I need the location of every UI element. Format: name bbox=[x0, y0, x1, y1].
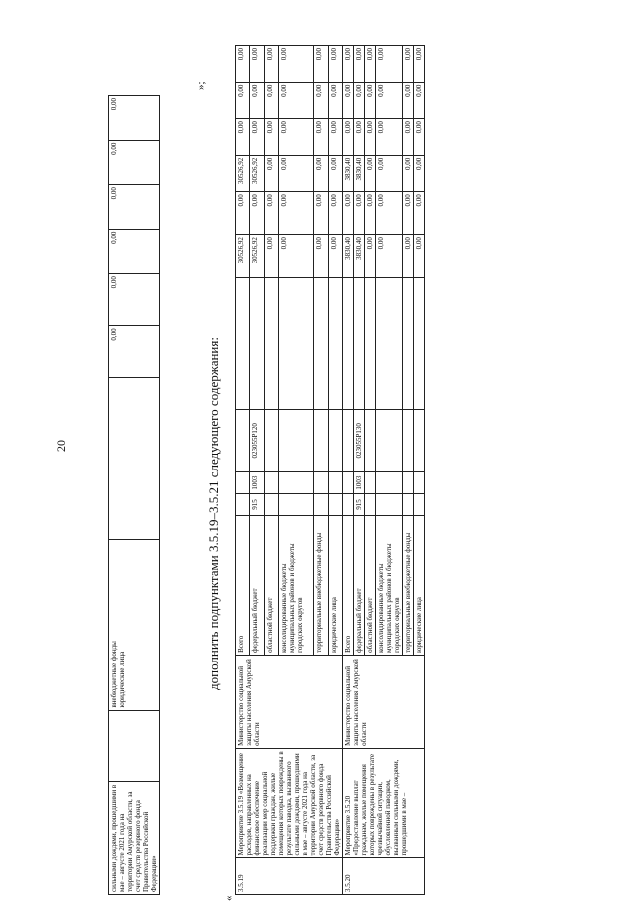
rzpr-code: 1003 bbox=[250, 472, 264, 494]
table-row bbox=[236, 46, 250, 895]
value-cell: 0,00 bbox=[264, 235, 278, 278]
value-cell: 3830,40 bbox=[343, 155, 354, 192]
code-cell bbox=[365, 472, 376, 494]
code-cell bbox=[264, 494, 278, 516]
value-cell: 0,00 bbox=[365, 119, 376, 156]
code-cell bbox=[314, 410, 328, 472]
code-cell bbox=[365, 410, 376, 472]
code-cell bbox=[328, 472, 342, 494]
value-cell: 0,00 bbox=[264, 46, 278, 83]
funding-source: юридические лица bbox=[328, 515, 342, 655]
main-table bbox=[235, 45, 425, 895]
value-cell: 30526,92 bbox=[250, 235, 264, 278]
value-cell: 0,00 bbox=[328, 155, 342, 192]
value-cell: 0,00 bbox=[314, 192, 328, 235]
value-cell: 0,00 bbox=[414, 235, 425, 278]
value-cell: 0,00 bbox=[376, 192, 403, 235]
value-cell: 0,00 bbox=[376, 235, 403, 278]
spacer-cell bbox=[376, 277, 403, 410]
spacer-cell bbox=[403, 277, 414, 410]
rzpr-code: 1003 bbox=[354, 472, 365, 494]
funding-source: консолидированные бюджеты муниципальных районов и бюджеты городских округов bbox=[376, 515, 403, 655]
value-cell: 0,00 bbox=[403, 46, 414, 83]
value-cell: 0,00 bbox=[403, 82, 414, 119]
value-cell: 0,00 bbox=[376, 82, 403, 119]
funding-source: федеральный бюджет bbox=[354, 515, 365, 655]
code-cell bbox=[236, 472, 250, 494]
value-cell: 0,00 bbox=[279, 82, 314, 119]
funding-source: территориальные внебюджетные фонды bbox=[314, 515, 328, 655]
code-cell bbox=[236, 410, 250, 472]
value-cell: 0,00 bbox=[414, 192, 425, 235]
value-cell: 0,00 bbox=[414, 119, 425, 156]
funding-source: областной бюджет bbox=[365, 515, 376, 655]
value-cell: 0,00 bbox=[376, 155, 403, 192]
value-cell: 0,00 bbox=[279, 119, 314, 156]
value-cell: 0,00 bbox=[343, 119, 354, 156]
value-cell: 0,00 bbox=[403, 235, 414, 278]
closing-quote: »; bbox=[195, 81, 207, 90]
value-cell: 0,00 bbox=[328, 192, 342, 235]
value-cell: 0,00 bbox=[314, 46, 328, 83]
opening-quote: « bbox=[223, 895, 235, 901]
value-cell: 0,00 bbox=[343, 192, 354, 235]
code-cell bbox=[328, 410, 342, 472]
csr-code: 023055P130 bbox=[354, 410, 365, 472]
code-cell bbox=[264, 410, 278, 472]
code-cell bbox=[343, 494, 354, 516]
value-cell: 0,00 bbox=[365, 235, 376, 278]
value-cell: 3830,40 bbox=[354, 235, 365, 278]
spacer-cell bbox=[250, 277, 264, 410]
code-cell bbox=[403, 472, 414, 494]
value-cell: 0,00 bbox=[354, 46, 365, 83]
grbs-code: 915 bbox=[250, 494, 264, 516]
value-cell: 0,00 bbox=[365, 155, 376, 192]
executor: Министерство социальной защиты населения Амурской области bbox=[343, 655, 425, 748]
spacer-cell bbox=[279, 277, 314, 410]
value-cell: 30526,92 bbox=[250, 155, 264, 192]
value-cell: 0,00 bbox=[365, 46, 376, 83]
value-cell: 0,00 bbox=[403, 192, 414, 235]
value-cell: 0,00 bbox=[354, 82, 365, 119]
value-cell: 0,00 bbox=[403, 119, 414, 156]
funding-source: федеральный бюджет bbox=[250, 515, 264, 655]
funding-source: областной бюджет bbox=[264, 515, 278, 655]
value-cell: 0,00 bbox=[279, 192, 314, 235]
value-cell: 0,00 bbox=[376, 119, 403, 156]
funding-source: консолидированные бюджеты муниципальных районов и бюджеты городских округов bbox=[279, 515, 314, 655]
code-cell bbox=[403, 494, 414, 516]
top-fragment-table: сильными дождями, прошедшими в мае – августе 2021 года на территории Амурской области, за счет средств резервного фонда Правительства Российской Федерации» внебюджетные фонды юридические лица 0,00 0,00 0,00 0,00 0,00 0,00 bbox=[108, 95, 160, 895]
funding-source: юридические лица bbox=[414, 515, 425, 655]
code-cell bbox=[376, 410, 403, 472]
value-cell: 0,00 bbox=[328, 82, 342, 119]
value-cell: 0,00 bbox=[328, 46, 342, 83]
code-cell bbox=[376, 472, 403, 494]
value-cell: 0,00 bbox=[414, 155, 425, 192]
spacer-cell bbox=[264, 277, 278, 410]
fragment-measure-text: сильными дождями, прошедшими в мае – августе 2021 года на территории Амурской области, за счет средств резервного фонда Правительства Российской Федерации» bbox=[109, 781, 160, 894]
code-cell bbox=[365, 494, 376, 516]
value-cell: 3830,40 bbox=[343, 235, 354, 278]
funding-source: Всего bbox=[343, 515, 354, 655]
value-cell: 0,00 bbox=[279, 155, 314, 192]
value-cell: 0,00 bbox=[264, 155, 278, 192]
value-cell: 0,00 bbox=[354, 119, 365, 156]
code-cell bbox=[414, 494, 425, 516]
value-cell: 0,00 bbox=[250, 82, 264, 119]
code-cell bbox=[314, 494, 328, 516]
value-cell: 0,00 bbox=[365, 82, 376, 119]
value-cell: 0,00 bbox=[264, 119, 278, 156]
value-cell: 0,00 bbox=[314, 155, 328, 192]
value-cell: 0,00 bbox=[264, 82, 278, 119]
code-cell bbox=[376, 494, 403, 516]
value-cell: 0,00 bbox=[236, 82, 250, 119]
value-cell: 0,00 bbox=[328, 235, 342, 278]
code-cell bbox=[343, 472, 354, 494]
value-cell: 0,00 bbox=[314, 235, 328, 278]
code-cell bbox=[279, 472, 314, 494]
code-cell bbox=[314, 472, 328, 494]
value-cell: 0,00 bbox=[376, 46, 403, 83]
value-cell: 0,00 bbox=[403, 155, 414, 192]
value-cell: 0,00 bbox=[264, 192, 278, 235]
spacer-cell bbox=[314, 277, 328, 410]
value-cell: 0,00 bbox=[236, 119, 250, 156]
table-row bbox=[343, 46, 354, 895]
value-cell: 0,00 bbox=[250, 46, 264, 83]
grbs-code: 915 bbox=[354, 494, 365, 516]
value-cell: 0,00 bbox=[236, 192, 250, 235]
value-cell: 0,00 bbox=[279, 46, 314, 83]
code-cell bbox=[403, 410, 414, 472]
code-cell bbox=[279, 494, 314, 516]
value-cell: 0,00 bbox=[328, 119, 342, 156]
spacer-cell bbox=[328, 277, 342, 410]
code-cell bbox=[328, 494, 342, 516]
value-cell: 0,00 bbox=[236, 46, 250, 83]
funding-source: территориальные внебюджетные фонды bbox=[403, 515, 414, 655]
value-cell: 3830,40 bbox=[354, 155, 365, 192]
code-cell bbox=[279, 410, 314, 472]
section-heading: дополнить подпунктами 3.5.19–3.5.21 следующего содержания: bbox=[206, 337, 221, 690]
code-cell bbox=[414, 472, 425, 494]
value-cell: 0,00 bbox=[250, 192, 264, 235]
spacer-cell bbox=[414, 277, 425, 410]
value-cell: 30526,92 bbox=[236, 235, 250, 278]
value-cell: 0,00 bbox=[343, 46, 354, 83]
value-cell: 0,00 bbox=[414, 82, 425, 119]
code-cell bbox=[414, 410, 425, 472]
spacer-cell bbox=[354, 277, 365, 410]
spacer-cell bbox=[343, 277, 354, 410]
funding-source: Всего bbox=[236, 515, 250, 655]
fragment-sources: внебюджетные фонды юридические лица bbox=[109, 540, 160, 710]
value-cell: 0,00 bbox=[365, 192, 376, 235]
code-cell bbox=[236, 494, 250, 516]
value-cell: 0,00 bbox=[314, 119, 328, 156]
csr-code: 023055P120 bbox=[250, 410, 264, 472]
value-cell: 0,00 bbox=[314, 82, 328, 119]
value-cell: 0,00 bbox=[250, 119, 264, 156]
value-cell: 0,00 bbox=[414, 46, 425, 83]
page-number: 20 bbox=[54, 440, 68, 452]
row-number: 3.5.20 bbox=[343, 858, 425, 895]
spacer-cell bbox=[365, 277, 376, 410]
executor: Министерство социальной защиты населения Амурской области bbox=[236, 655, 343, 748]
value-cell: 0,00 bbox=[279, 235, 314, 278]
value-cell: 30526,92 bbox=[236, 155, 250, 192]
value-cell: 0,00 bbox=[354, 192, 365, 235]
value-cell: 0,00 bbox=[343, 82, 354, 119]
code-cell bbox=[264, 472, 278, 494]
spacer-cell bbox=[236, 277, 250, 410]
code-cell bbox=[343, 410, 354, 472]
measure-name: Мероприятие 3.5.19 «Возмещение расходов, направленных на финансовое обеспечение реализации мер социальной поддержки граждан, жилые помещения которых повреждены в результате паводка, вызванного сильными дождями, прошедшими в мае – августе 2021 года на территории Амурской области, за счет средств резервного фонда Правительства Российской Федерации» bbox=[236, 748, 343, 858]
row-number: 3.5.19 bbox=[236, 858, 343, 895]
measure-name: Мероприятие 3.5.20 «Предоставление выплат гражданам, жилые помещения которых повреждены в результате чрезвычайной ситуации, обусловленной паводком, вызванным сильными дождями, прошедшими в мае – bbox=[343, 748, 425, 858]
